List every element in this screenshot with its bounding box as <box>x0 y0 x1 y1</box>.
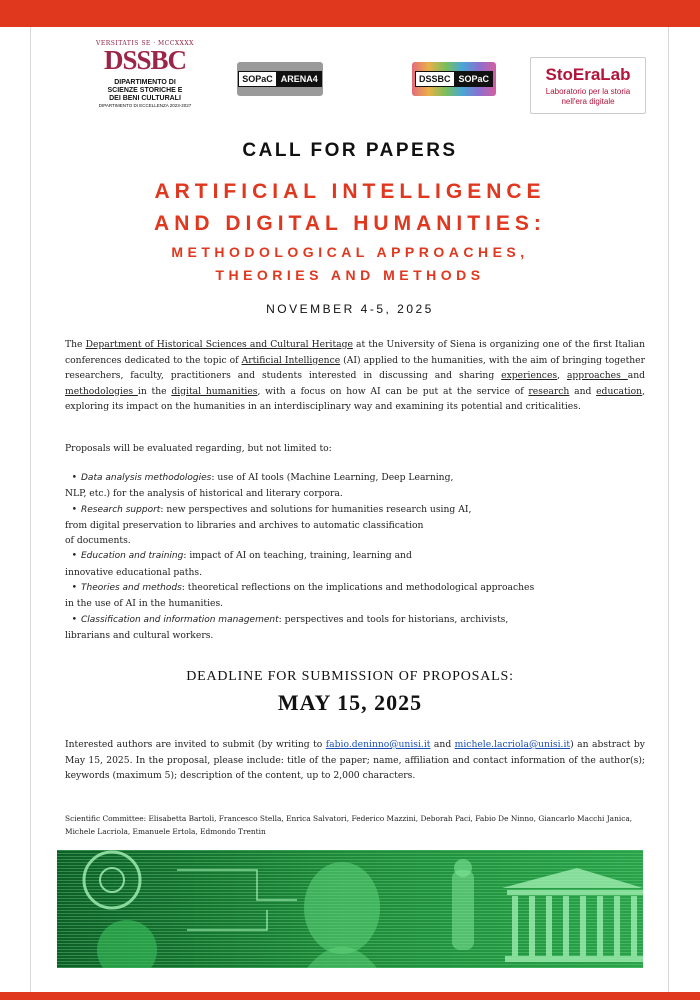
topic-name: Theories and methods <box>81 583 182 594</box>
topic-name: Research support <box>81 504 161 515</box>
scientific-committee: Scientific Committee: Elisabetta Bartoli, Francesco Stella, Enrica Salvatori, Federico Mazzini, Deborah Paci, Fabio De Ninno, Giancarlo Macchi Janica, Michele Lacriola, Emanuele Ertola, Edmondo Trentin <box>65 814 633 836</box>
topic-name: Classification and information management <box>81 614 279 625</box>
sopac-chip-2: SOPaC <box>455 71 494 87</box>
list-item: • Classification and information management: perspectives and tools for historians, archivists, librarians and cultural workers. <box>65 613 509 641</box>
bullet-icon: • <box>71 582 77 594</box>
list-item: • Education and training: impact of AI on teaching, training, learning and innovative educational paths. <box>65 550 412 578</box>
sopac-arena-logo <box>237 62 323 96</box>
department-name: DIPARTIMENTO DI SCIENZE STORICHE E DEI BENI CULTURALI <box>107 79 183 102</box>
experiences-link[interactable]: experiences <box>501 370 558 381</box>
proposals-lead: Proposals will be evaluated regarding, but not limited to: <box>65 443 332 454</box>
topic-name: Data analysis methodologies <box>81 473 212 483</box>
sopac-chip: SOPaC <box>238 71 277 87</box>
digital-humanities-link[interactable]: digital humanities <box>171 385 258 397</box>
banner-illustration <box>57 850 643 968</box>
list-item: • Research support: new perspectives and solutions for humanities research using AI, from digital preservation to libraries and archives to automatic classification of documents. <box>65 503 472 547</box>
list-item: • Theories and methods: theoretical reflections on the implications and methodological approaches in the use of AI in the humanities. <box>65 582 535 610</box>
topics-list <box>65 470 635 643</box>
list-item: • Data analysis methodologies: use of AI tools (Machine Learning, Deep Learning, NLP, etc.) for the analysis of historical and literary corpora. <box>65 472 454 500</box>
methodologies-link[interactable]: methodologies <box>65 385 138 397</box>
bullet-icon: • <box>71 503 77 515</box>
submission-paragraph: Interested authors are invited to submit (by writing to fabio.deninno@unisi.it and michele.lacriola@unisi.it) an abstract by May 15, 2025. In the proposal, please include: title of the paper; name, affiliation and contact information of the author(s); keywords (maximum 5); description of the content, up to 2,000 characters. <box>65 739 645 781</box>
dssbc-chip: DSSBC <box>415 71 455 87</box>
bullet-icon: • <box>71 613 77 625</box>
subtitle-line-2: THEORIES AND METHODS <box>215 267 485 283</box>
dssbc-sopac-logo <box>412 62 496 96</box>
left-margin-line <box>30 27 31 992</box>
storealab-name: StoEraLab <box>545 64 631 84</box>
conference-dates: NOVEMBER 4-5, 2025 <box>266 302 434 316</box>
research-link[interactable]: research <box>528 385 570 397</box>
deadline-date: MAY 15, 2025 <box>277 690 423 715</box>
excellence-note: DIPARTIMENTO DI ECCELLENZA 2023-2027 <box>98 103 192 108</box>
head-silhouette <box>304 862 380 954</box>
dssbc-logo <box>95 40 195 109</box>
topic-name: Education and training <box>81 551 184 562</box>
email-link-fabio[interactable]: fabio.deninno@unisi.it <box>325 739 431 750</box>
dssbc-wordmark: DSSBC <box>103 45 187 75</box>
bottom-red-bar <box>0 992 700 1000</box>
education-link[interactable]: education <box>596 385 643 397</box>
arena-chip: ARENA4 <box>277 71 322 87</box>
ai-link[interactable]: Artificial Intelligence <box>241 354 341 366</box>
email-link-michele[interactable]: michele.lacriola@unisi.it <box>454 739 571 750</box>
call-for-papers-heading: CALL FOR PAPERS <box>242 140 458 161</box>
statue-silhouette <box>452 870 474 950</box>
bullet-icon: • <box>71 472 77 483</box>
deadline-label: DEADLINE FOR SUBMISSION OF PROPOSALS: <box>186 669 514 684</box>
title-line-2: AND DIGITAL HUMANITIES: <box>154 212 546 235</box>
storealab-subtitle: Laboratorio per la storia nell'era digitale <box>545 86 631 106</box>
seal-text: VERSITATIS SE · MCCXXXX <box>96 40 194 47</box>
intro-paragraph: The Department of Historical Sciences and Cultural Heritage at the University of Siena is organizing one of the first Italian conferences dedicated to the topic of Artificial Intelligence (AI) applied to the humanities, with the aim of bringing together researchers, faculty, practitioners and students interested in discussing and sharing experiences, approaches and methodologies in the digital humanities, with a focus on how AI can be put at the service of research and education, exploring its impact on the humanities in an interdisciplinary way and examining its potential and criticalities. <box>65 339 646 412</box>
storealab-logo <box>530 57 646 114</box>
approaches-link[interactable]: approaches <box>566 370 628 381</box>
banner-svg <box>57 850 643 968</box>
bullet-icon: • <box>71 550 77 562</box>
department-link[interactable]: Department of Historical Sciences and Cultural Heritage <box>85 339 353 350</box>
top-red-bar <box>0 0 700 27</box>
title-line-1: ARTIFICIAL INTELLIGENCE <box>154 180 546 203</box>
subtitle-line-1: METHODOLOGICAL APPROACHES, <box>171 244 529 260</box>
right-margin-line <box>668 27 669 992</box>
